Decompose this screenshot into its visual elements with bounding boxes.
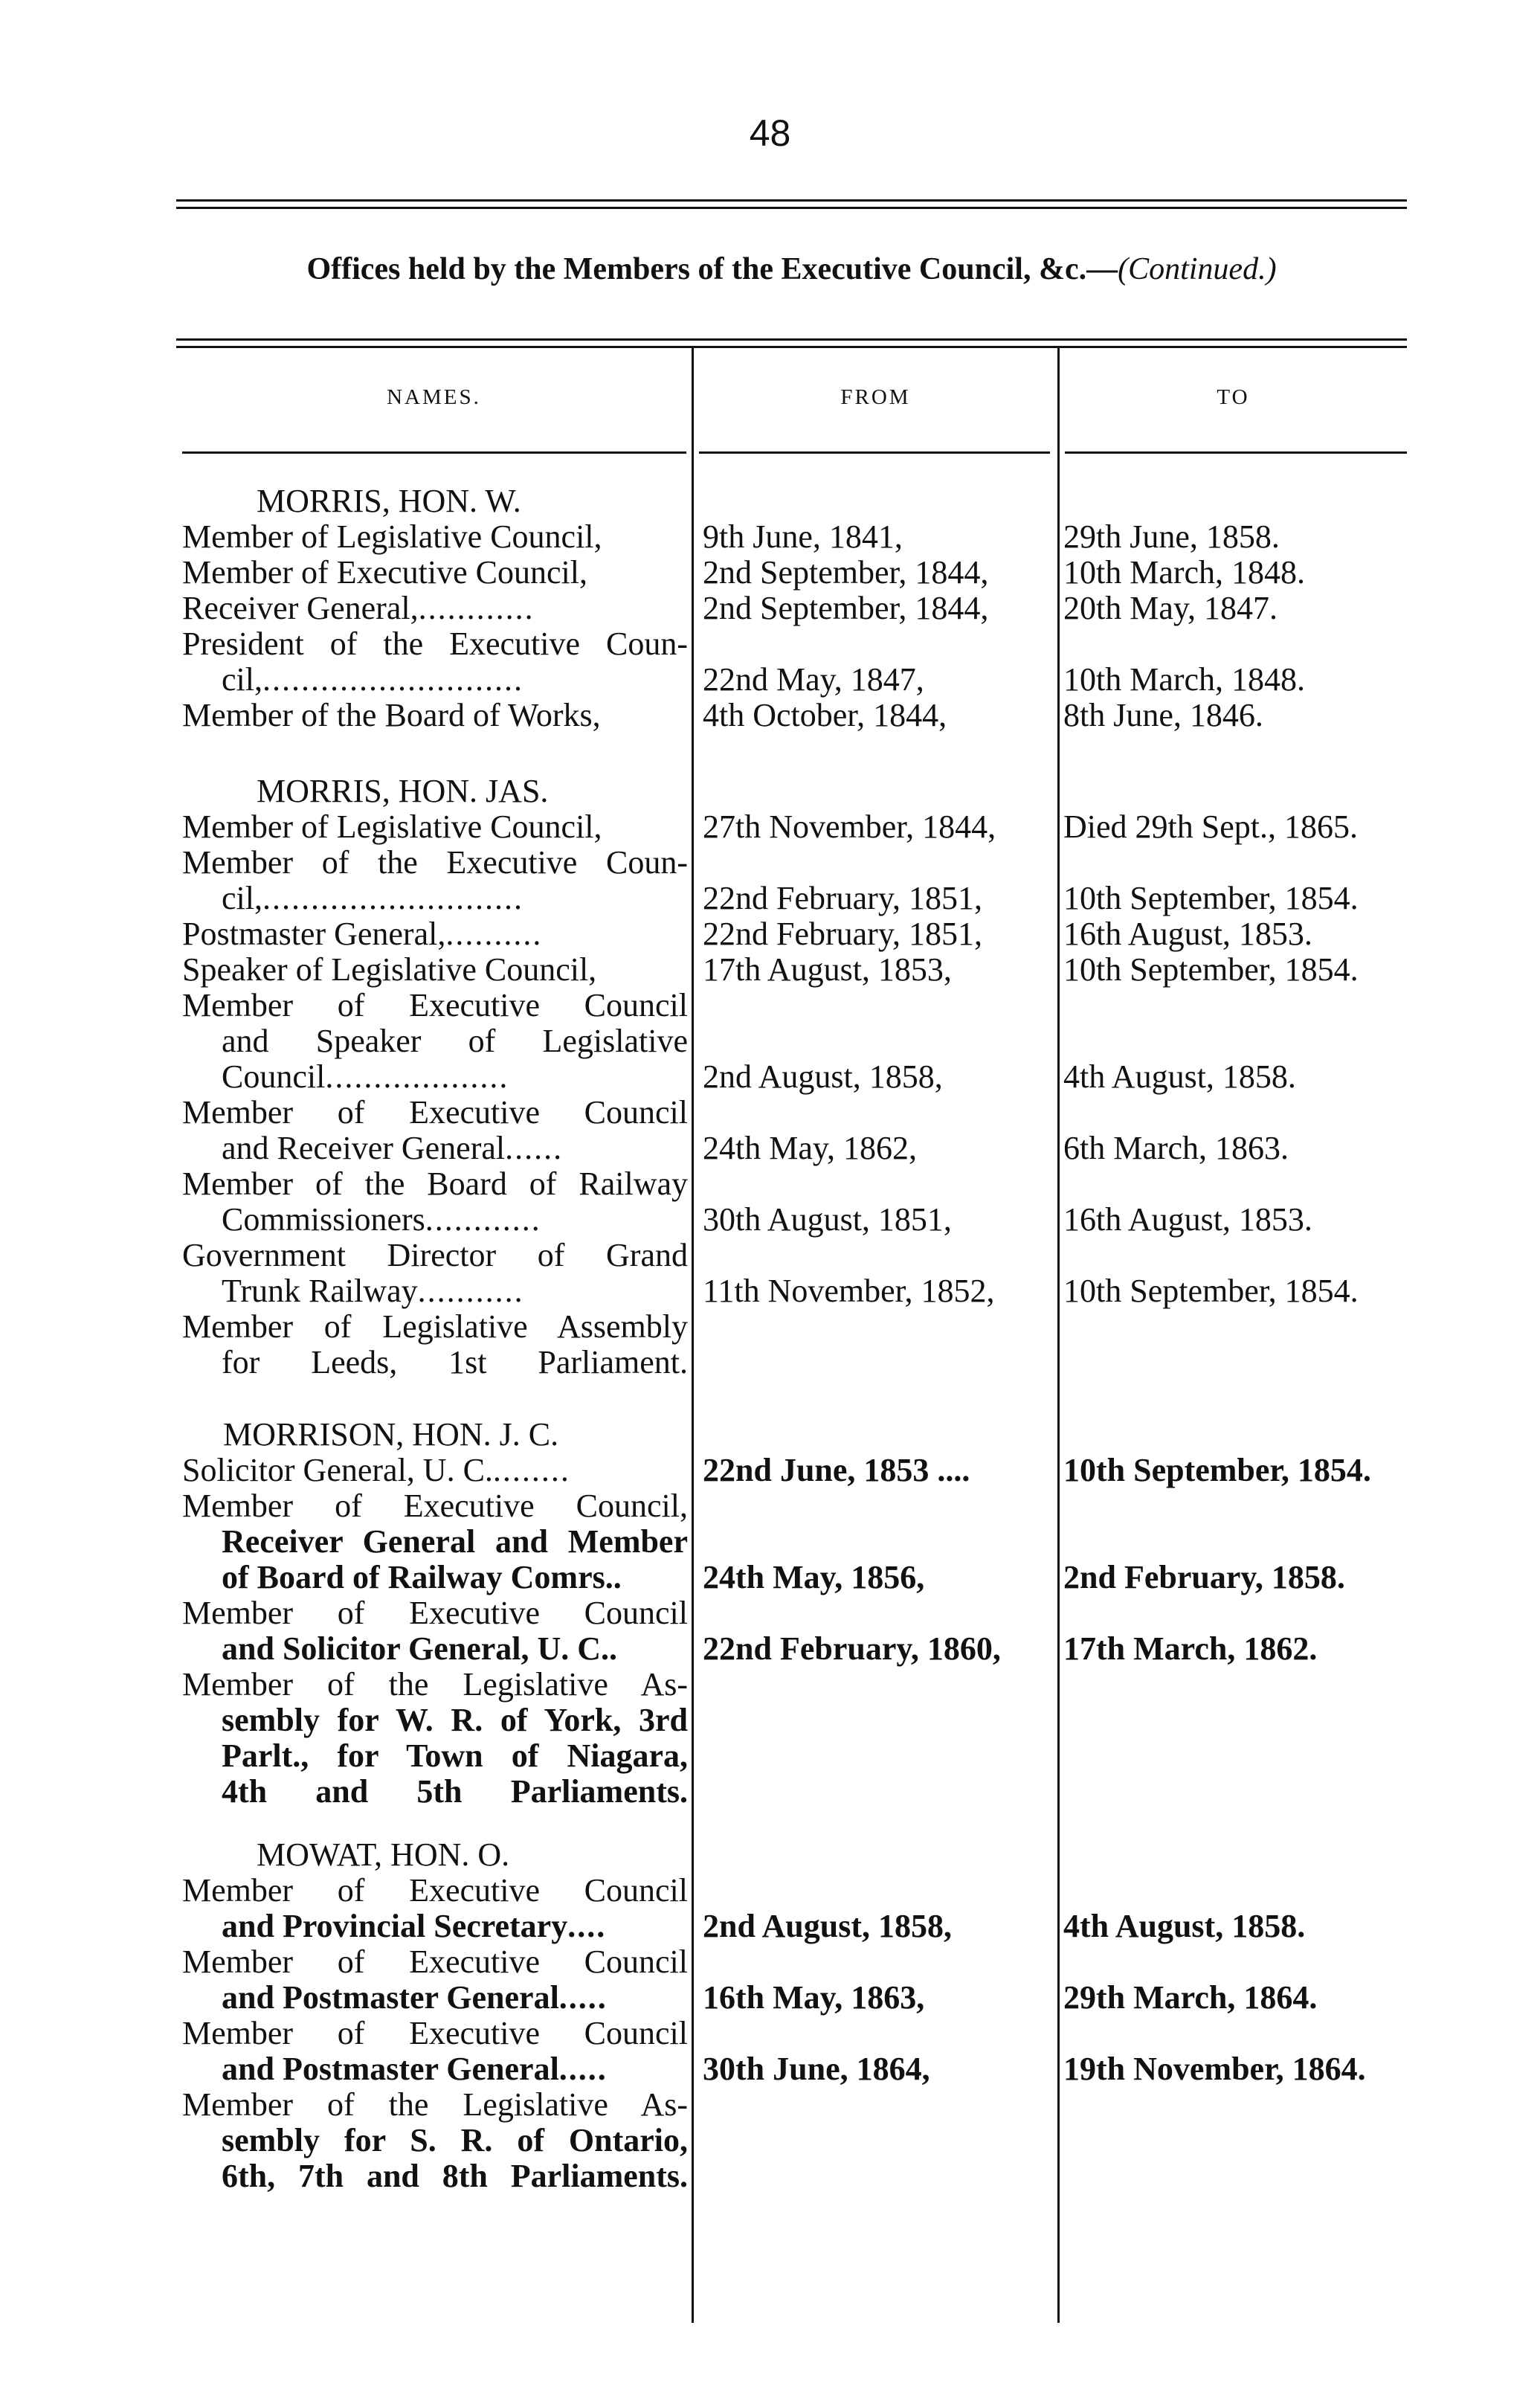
to-date: 16th August, 1853.: [1063, 1201, 1312, 1238]
office-description-text: Member of Executive Council: [182, 1873, 688, 1909]
person-name: MOWAT, HON. O.: [257, 1836, 510, 1873]
office-description: [222, 2123, 688, 2158]
office-description: [222, 1524, 688, 1560]
office-description-text: cil,: [222, 881, 262, 916]
office-description-text: and Solicitor General, U. C..: [222, 1631, 618, 1667]
office-description: [222, 1560, 688, 1595]
to-date: 29th March, 1864.: [1063, 1979, 1318, 2016]
to-date: 10th September, 1854.: [1063, 951, 1359, 988]
leader-dots: ............: [418, 591, 535, 626]
leader-dots: .....: [558, 2051, 608, 2087]
to-date: 10th March, 1848.: [1063, 554, 1306, 591]
office-description: [182, 1944, 688, 1980]
office-description-text: of Board of Railway Comrs..: [222, 1560, 622, 1595]
column-separator-from-to: [1057, 348, 1060, 2323]
office-description: [182, 591, 688, 626]
to-date: 2nd February, 1858.: [1063, 1559, 1345, 1595]
person-name: MORRIS, HON. W.: [257, 483, 521, 519]
office-description-text: Member of the Board of Works,: [182, 698, 601, 733]
office-description-text: Member of Legislative Council,: [182, 809, 602, 845]
office-description-text: Member of Executive Council,: [182, 555, 587, 591]
office-description-text: and Postmaster General: [222, 2051, 559, 2087]
office-description-text: Solicitor General, U. C.: [182, 1453, 493, 1488]
office-description: [182, 1453, 688, 1488]
from-date: 2nd August, 1858,: [703, 1908, 953, 1944]
from-date: 9th June, 1841,: [703, 518, 903, 555]
office-description: [222, 1023, 688, 1059]
from-date: 17th August, 1853,: [703, 951, 952, 988]
office-description-text: Postmaster General,: [182, 916, 446, 952]
office-description: [182, 988, 688, 1023]
leader-dots: ........: [492, 1453, 570, 1488]
header-underline-from: [699, 451, 1050, 454]
to-date: 16th August, 1853.: [1063, 916, 1312, 952]
office-description: [222, 2051, 688, 2087]
to-date: 29th June, 1858.: [1063, 518, 1280, 555]
office-description-text: Member of Executive Council: [182, 1095, 688, 1131]
office-description-text: and Provincial Secretary: [222, 1909, 568, 1944]
office-description: [222, 1703, 688, 1738]
to-date: 17th March, 1862.: [1063, 1630, 1318, 1667]
from-date: 24th May, 1856,: [703, 1559, 925, 1595]
office-description: [182, 1667, 688, 1703]
to-date: 10th September, 1854.: [1063, 1452, 1371, 1488]
office-description: [222, 1273, 688, 1309]
header-rule-second: [176, 346, 1407, 348]
office-description-text: Council: [222, 1059, 326, 1095]
to-date: 10th September, 1854.: [1063, 1273, 1359, 1309]
header-underline-to: [1065, 451, 1407, 454]
leader-dots: ....: [567, 1909, 607, 1944]
office-description-text: Member of the Legislative As-: [182, 2087, 688, 2123]
page-title: [176, 251, 1407, 287]
from-date: 22nd February, 1860,: [703, 1630, 1001, 1667]
office-description: [182, 1238, 688, 1273]
office-description-text: Receiver General,: [182, 591, 419, 626]
office-description: [182, 952, 688, 988]
office-description-text: Commissioners: [222, 1202, 425, 1238]
office-description-text: Member of Executive Council: [182, 1944, 688, 1980]
office-description-text: Speaker of Legislative Council,: [182, 952, 597, 988]
office-description: [222, 1202, 688, 1238]
office-description: [182, 555, 688, 591]
office-description: [182, 519, 688, 555]
person-name: MORRIS, HON. JAS.: [257, 773, 549, 809]
office-description: [222, 1774, 688, 1810]
page-title-continued: (Continued.): [1118, 252, 1277, 286]
from-date: 22nd May, 1847,: [703, 661, 924, 698]
leader-dots: ..........: [445, 916, 543, 952]
office-description: [182, 1488, 688, 1524]
to-date: 10th March, 1848.: [1063, 661, 1306, 698]
from-date: 22nd February, 1851,: [703, 916, 982, 952]
from-date: 30th June, 1864,: [703, 2051, 930, 2087]
to-date: 20th May, 1847.: [1063, 590, 1278, 626]
column-header-from: FROM: [840, 385, 911, 409]
office-description: [222, 662, 688, 698]
office-description-text: sembly for S. R. of Ontario,: [222, 2123, 688, 2158]
to-date: 4th August, 1858.: [1063, 1908, 1306, 1944]
office-description-text: Member of the Board of Railway: [182, 1166, 688, 1202]
person-name: MORRISON, HON. J. C.: [223, 1416, 559, 1453]
office-description-text: Member of the Executive Coun-: [182, 845, 688, 881]
page-title-main: Offices held by the Members of the Executive Council, &c.—: [306, 252, 1118, 286]
office-description: [182, 626, 688, 662]
leader-dots: ...........................: [262, 662, 523, 698]
top-rule: [176, 199, 1407, 202]
office-description-text: cil,: [222, 662, 262, 698]
from-date: 2nd August, 1858,: [703, 1058, 943, 1095]
to-date: 6th March, 1863.: [1063, 1130, 1289, 1166]
leader-dots: ......: [505, 1131, 564, 1166]
office-description-text: 4th and 5th Parliaments.: [222, 1774, 688, 1810]
office-description-text: and Speaker of Legislative: [222, 1023, 688, 1059]
leader-dots: ...........: [417, 1273, 524, 1309]
office-description-text: Parlt., for Town of Niagara,: [222, 1738, 688, 1774]
from-date: 27th November, 1844,: [703, 808, 996, 845]
office-description-text: Member of Executive Council: [182, 2016, 688, 2051]
header-rule: [176, 338, 1407, 341]
office-description: [182, 845, 688, 881]
office-description: [182, 1166, 688, 1202]
office-description: [222, 1738, 688, 1774]
to-date: Died 29th Sept., 1865.: [1063, 808, 1358, 845]
page-number: 48: [749, 112, 791, 154]
from-date: 2nd September, 1844,: [703, 554, 989, 591]
office-description: [182, 1309, 688, 1345]
column-separator-names-from: [692, 348, 694, 2323]
leader-dots: ...........................: [262, 881, 523, 916]
column-header-names: NAMES.: [387, 385, 481, 409]
office-description: [222, 1345, 688, 1380]
from-date: 16th May, 1863,: [703, 1979, 925, 2016]
to-date: 19th November, 1864.: [1063, 2051, 1366, 2087]
from-date: 24th May, 1862,: [703, 1130, 918, 1166]
from-date: 2nd September, 1844,: [703, 590, 989, 626]
office-description: [222, 1059, 688, 1095]
office-description: [222, 1131, 688, 1166]
office-description-text: Member of Executive Council: [182, 1595, 688, 1631]
leader-dots: ...................: [325, 1059, 509, 1095]
office-description-text: and Postmaster General: [222, 1980, 559, 2016]
office-description: [222, 1980, 688, 2016]
column-header-to: TO: [1217, 385, 1250, 409]
office-description-text: and Receiver General: [222, 1131, 506, 1166]
to-date: 8th June, 1846.: [1063, 697, 1263, 733]
top-rule-second: [176, 207, 1407, 209]
office-description: [182, 698, 688, 733]
from-date: 11th November, 1852,: [703, 1273, 995, 1309]
from-date: 22nd February, 1851,: [703, 880, 982, 916]
office-description: [182, 809, 688, 845]
office-description-text: Member of Executive Council: [182, 988, 688, 1023]
office-description-text: Government Director of Grand: [182, 1238, 688, 1273]
office-description: [222, 1631, 688, 1667]
to-date: 10th September, 1854.: [1063, 880, 1359, 916]
office-description: [182, 1095, 688, 1131]
office-description-text: Trunk Railway: [222, 1273, 418, 1309]
office-description: [222, 2158, 688, 2194]
leader-dots: ............: [425, 1202, 541, 1238]
office-description-text: Member of Legislative Council,: [182, 519, 602, 555]
from-date: 30th August, 1851,: [703, 1201, 952, 1238]
office-description-text: Receiver General and Member: [222, 1524, 688, 1560]
office-description: [182, 1873, 688, 1909]
from-date: 22nd June, 1853 ....: [703, 1452, 970, 1488]
office-description: [222, 881, 688, 916]
office-description-text: 6th, 7th and 8th Parliaments.: [222, 2158, 688, 2194]
from-date: 4th October, 1844,: [703, 697, 947, 733]
office-description-text: Member of the Legislative As-: [182, 1667, 688, 1703]
header-underline-names: [182, 451, 686, 454]
office-description: [182, 2016, 688, 2051]
office-description-text: for Leeds, 1st Parliament.: [222, 1345, 688, 1380]
office-description-text: President of the Executive Coun-: [182, 626, 688, 662]
office-description-text: sembly for W. R. of York, 3rd: [222, 1703, 688, 1738]
leader-dots: .....: [558, 1980, 608, 2016]
office-description: [182, 2087, 688, 2123]
office-description: [182, 1595, 688, 1631]
to-date: 4th August, 1858.: [1063, 1058, 1296, 1095]
office-description: [182, 916, 688, 952]
office-description: [222, 1909, 688, 1944]
office-description-text: Member of Executive Council,: [182, 1488, 688, 1524]
office-description-text: Member of Legislative Assembly: [182, 1309, 688, 1345]
